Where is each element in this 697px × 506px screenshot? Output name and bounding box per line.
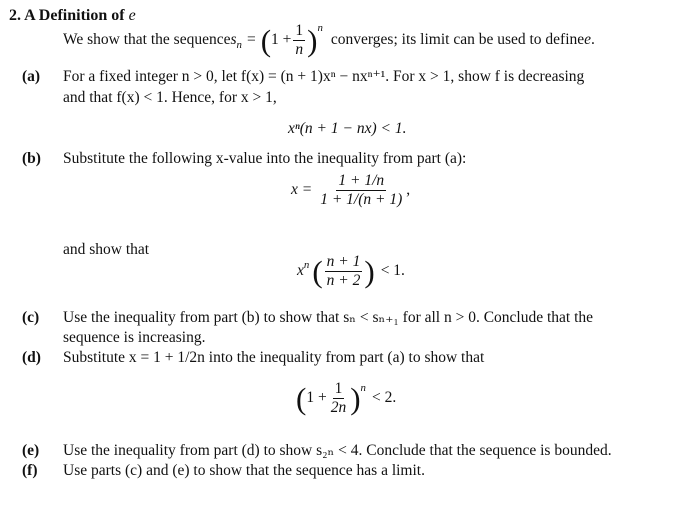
d-fraction-numerator: 1 bbox=[334, 380, 343, 397]
ineq-left-paren: ( bbox=[312, 253, 323, 289]
ineq-fraction-numerator: n + 1 bbox=[326, 253, 361, 270]
intro-power: n bbox=[317, 22, 323, 34]
intro-text-after: converges; its limit can be used to define bbox=[330, 31, 585, 49]
right-paren: ) bbox=[307, 22, 318, 58]
x-fraction bbox=[318, 172, 404, 209]
intro-text-before: We show that the sequence bbox=[63, 31, 231, 49]
part-d-line1: Substitute x = 1 + 1/2n into the inequality from part (a) to show that bbox=[63, 349, 485, 366]
problem-number: 2. bbox=[9, 7, 21, 24]
ineq-rhs: < 1. bbox=[380, 262, 405, 280]
fraction-denominator: n bbox=[295, 40, 304, 58]
part-c-line2: sequence is increasing. bbox=[63, 329, 206, 346]
part-b-and-show: and show that bbox=[63, 241, 150, 258]
ineq-fraction-denominator: n + 2 bbox=[326, 271, 361, 289]
part-d-label: (d) bbox=[22, 349, 41, 366]
d-one-plus: 1 + bbox=[306, 389, 327, 407]
part-b-label: (b) bbox=[22, 150, 41, 167]
part-f-label: (f) bbox=[22, 462, 38, 479]
d-rhs: < 2. bbox=[371, 389, 397, 407]
part-a-display: xⁿ(n + 1 − nx) < 1. bbox=[288, 120, 407, 137]
ineq-power: n bbox=[303, 259, 310, 271]
x-lhs: x = bbox=[291, 181, 313, 199]
part-b-line1: Substitute the following x-value into the inequality from part (a): bbox=[63, 150, 467, 167]
part-a-line1: For a fixed integer n > 0, let f(x) = (n + 1)xⁿ − nxⁿ⁺¹. For x > 1, show f is decreasing bbox=[63, 68, 585, 85]
d-fraction-denominator: 2n bbox=[330, 398, 347, 416]
x-tail: , bbox=[406, 181, 411, 199]
equals-sign: = bbox=[246, 31, 256, 49]
intro-fraction bbox=[293, 22, 305, 59]
seq-symbol: $s_n$ bbox=[230, 31, 242, 52]
ineq-base: x bbox=[297, 262, 304, 280]
ineq-fraction bbox=[325, 253, 363, 290]
x-fraction-numerator: 1 + 1/n bbox=[338, 172, 385, 189]
part-f-line1: Use parts (c) and (e) to show that the sequence has a limit. bbox=[63, 462, 425, 479]
d-left-paren: ( bbox=[296, 380, 307, 416]
part-b-x-equation bbox=[291, 172, 410, 209]
left-paren: ( bbox=[260, 22, 272, 58]
intro-line bbox=[63, 22, 595, 59]
d-fraction bbox=[329, 380, 349, 417]
intro-e-symbol: e bbox=[584, 31, 592, 49]
part-c-line1: Use the inequality from part (b) to show that sₙ < sₙ₊₁ for all n > 0. Conclude that the bbox=[63, 309, 594, 326]
d-right-paren: ) bbox=[350, 380, 361, 416]
problem-title: A Definition of bbox=[24, 7, 129, 24]
part-e-label: (e) bbox=[22, 442, 40, 459]
part-b-inequality bbox=[297, 253, 405, 290]
fraction-numerator: 1 bbox=[295, 22, 304, 39]
part-c-label: (c) bbox=[22, 309, 40, 326]
one-plus: 1 + bbox=[271, 31, 292, 49]
intro-period: . bbox=[591, 31, 595, 49]
part-a-label: (a) bbox=[22, 68, 41, 85]
title-symbol: e bbox=[128, 7, 136, 24]
x-fraction-denominator: 1 + 1/(n + 1) bbox=[320, 190, 403, 208]
d-power: n bbox=[360, 382, 366, 394]
part-d-display bbox=[296, 380, 396, 417]
part-a-line2: and that f(x) < 1. Hence, for x > 1, bbox=[63, 89, 277, 106]
part-e-line1: Use the inequality from part (d) to show s₂ₙ < 4. Conclude that the sequence is bounded. bbox=[63, 442, 612, 459]
ineq-right-paren: ) bbox=[364, 253, 375, 289]
